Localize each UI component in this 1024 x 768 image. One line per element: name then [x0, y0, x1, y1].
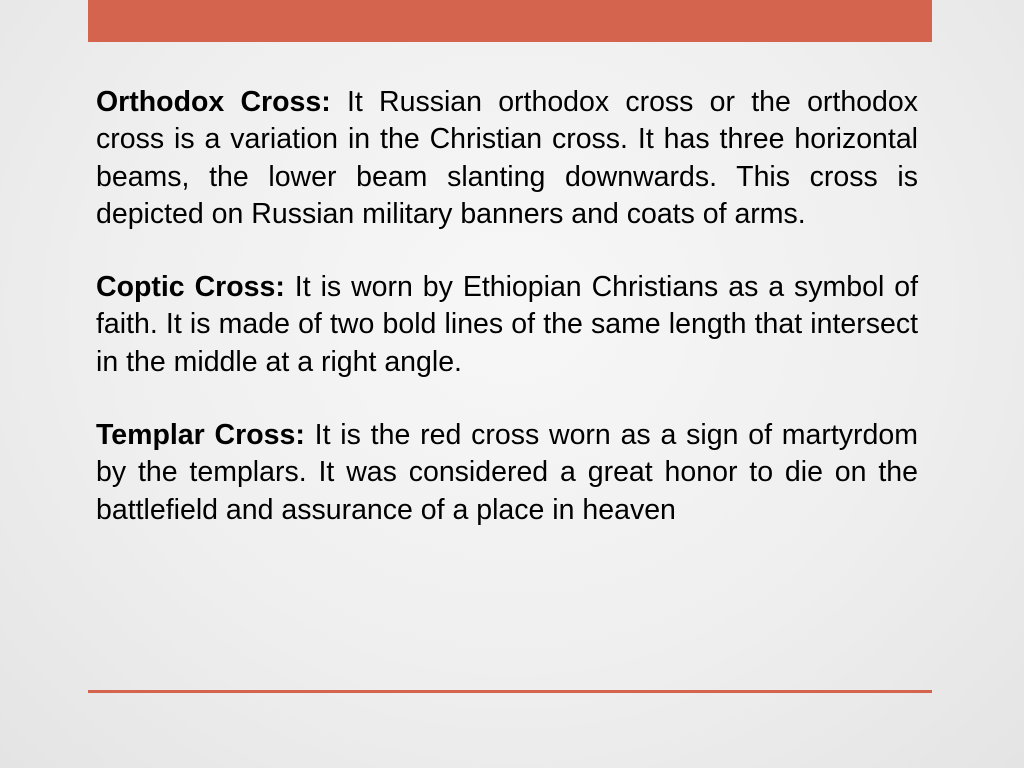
templar-cross-term: Templar Cross: [96, 419, 305, 452]
coptic-cross-paragraph [96, 269, 918, 381]
templar-cross-description: It is the red cross worn as a sign of martyrdom by the templars. It was considered a great honor to die on the battlefield and assurance of a place in heaven [96, 419, 918, 526]
orthodox-cross-term: Orthodox Cross: [96, 86, 331, 118]
footer-divider-line [88, 690, 932, 693]
orthodox-cross-paragraph [96, 84, 918, 233]
templar-cross-paragraph [96, 417, 918, 529]
coptic-cross-description: It is worn by Ethiopian Christians as a symbol of faith. It is made of two bold lines of the same length that intersect in the middle at a right angle. [96, 271, 919, 378]
coptic-cross-term: Coptic Cross: [96, 271, 285, 304]
slide-body [96, 84, 918, 565]
header-accent-bar [88, 0, 932, 42]
orthodox-cross-description: It Russian orthodox cross or the orthodox cross is a variation in the Christian cross. It has three horizontal beams, the lower beam slanting downwards. This cross is depicted on Russian military banners and coats of arms. [96, 86, 918, 230]
